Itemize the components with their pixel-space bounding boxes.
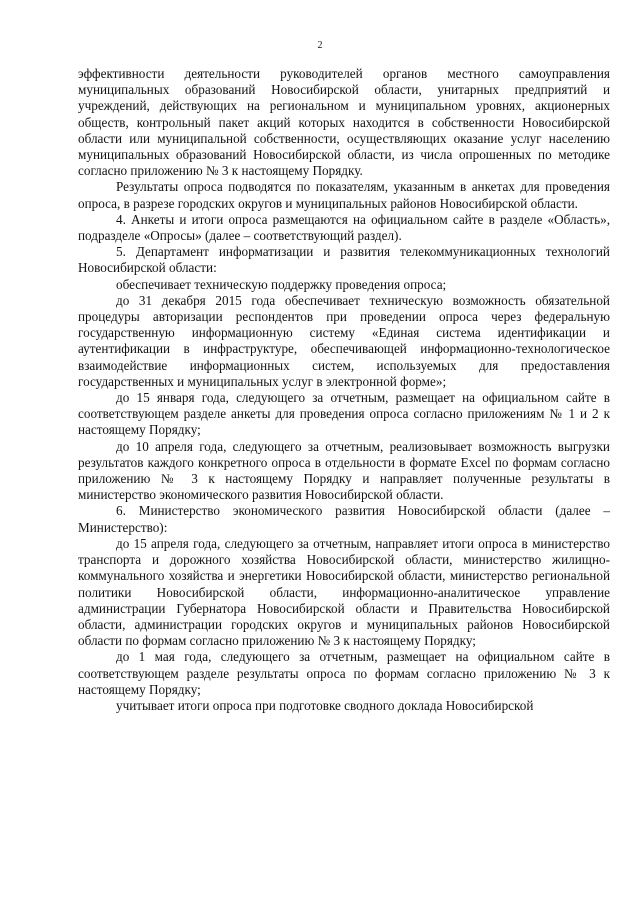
paragraph-item-4: 4. Анкеты и итоги опроса размещаются на официальном сайте в разделе «Область», подразделе «Опросы» (далее – соответствующий раздел). (78, 211, 610, 244)
paragraph-january: до 15 января года, следующего за отчетным, размещает на официальном сайте в соответствующем разделе анкеты для проведения опроса согласно приложениям № 1 и 2 к настоящему Порядку; (78, 390, 610, 438)
paragraph-summary-report: учитывает итоги опроса при подготовке сводного доклада Новосибирской (116, 697, 534, 713)
page-number: 2 (317, 40, 323, 51)
paragraph-item-5: 5. Департамент информатизации и развития телекоммуникационных технологий Новосибирской области: (78, 244, 610, 276)
paragraph-continuation: эффективности деятельности руководителей органов местного самоуправления муниципальных образований Новосибирской области, унитарных предприятий и учреждений, действующих на региональном и муниципальном уровнях, акционерных обществ, контрольный пакет акций которых находится в собственности Новосибирской области или муниципальной собственности, осуществляющих оказание услуг населению муниципальных образований Новосибирской области, из числа опрошенных по методике согласно приложению № 3 к настоящему Порядку. (78, 66, 610, 179)
paragraph-may-1: до 1 мая года, следующего за отчетным, размещает на официальном сайте в соответствующем разделе результаты опроса по формам согласно приложению № 3 к настоящему Порядку; (78, 649, 610, 697)
document-body (78, 66, 610, 714)
paragraph-april-15: до 15 апреля года, следующего за отчетным, направляет итоги опроса в министерство транспорта и дорожного хозяйства Новосибирской области, министерство жилищно-коммунального хозяйства и энергетики Новосибирской области, министерство региональной политики Новосибирской области, информационно-аналитическое управление администрации Губернатора Новосибирской области и Правительства Новосибирской области, администрации городских округов и муниципальных районов Новосибирской области по формам согласно приложению № 3 к настоящему Порядку; (78, 535, 610, 649)
paragraph-tech-support: обеспечивает техническую поддержку проведения опроса; (116, 276, 447, 292)
paragraph-item-6: 6. Министерство экономического развития Новосибирской области (далее – Министерство): (78, 503, 610, 535)
paragraph-authorization: до 31 декабря 2015 года обеспечивает техническую возможность обязательной процедуры авторизации респондентов при проведении опроса через федеральную государственную информационную систему «Единая система идентификации и аутентификации в инфраструктуре, обеспечивающей информационно-технологическое взаимодействие информационных систем, используемых для предоставления государственных и муниципальных услуг в электронной форме»; (78, 292, 610, 389)
paragraph-april-10: до 10 апреля года, следующего за отчетным, реализовывает возможность выгрузки результатов каждого конкретного опроса в отдельности в формате Excel по формам согласно приложению № 3 к настоящему Порядку и направляет полученные результаты в министерство экономического развития Новосибирской области. (78, 438, 610, 503)
paragraph-results: Результаты опроса подводятся по показателям, указанным в анкетах для проведения опроса, в разрезе городских округов и муниципальных районов Новосибирской области. (78, 179, 610, 211)
